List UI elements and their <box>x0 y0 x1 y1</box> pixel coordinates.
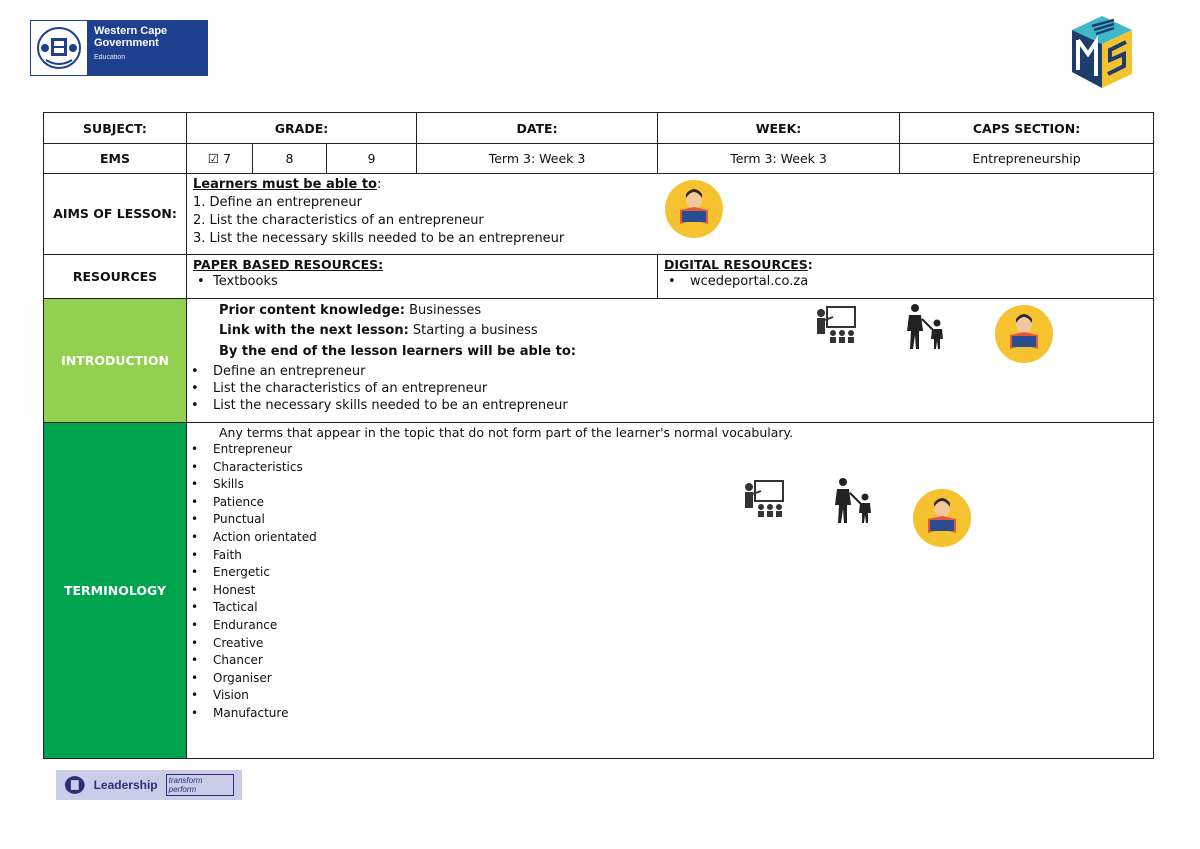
week-value: Term 3: Week 3 <box>658 144 900 174</box>
prior-knowledge-value: Businesses <box>409 303 482 318</box>
aims-content <box>187 174 1154 255</box>
parent-child-icon <box>903 303 949 354</box>
list-item: • Faith <box>187 547 1147 565</box>
org-line3: Education <box>94 54 126 61</box>
org-name <box>88 20 208 76</box>
date-value: Term 3: Week 3 <box>417 144 658 174</box>
list-item: 2. List the characteristics of an entrepreneur <box>193 213 484 228</box>
grade-option-9: 9 <box>327 144 417 174</box>
ems-logo-icon <box>1062 10 1144 94</box>
terminology-label: TERMINOLOGY <box>44 423 187 759</box>
paper-resources <box>187 255 658 299</box>
subject-header: SUBJECT: <box>44 113 187 144</box>
footer-transform-text: transform perform <box>166 774 234 796</box>
grade-option-8: 8 <box>253 144 327 174</box>
caps-header: CAPS SECTION: <box>900 113 1154 144</box>
footer-banner <box>56 770 242 800</box>
introduction-row <box>44 299 1154 423</box>
teacher-board-icon <box>813 305 859 348</box>
list-item: • Manufacture <box>187 705 1147 723</box>
reader-icon <box>913 489 971 550</box>
digital-resources <box>658 255 1154 299</box>
terminology-list <box>187 441 1147 723</box>
list-item: • Vision <box>187 687 1147 705</box>
list-item: • Tactical <box>187 599 1147 617</box>
list-item: • Chancer <box>187 652 1147 670</box>
resources-label: RESOURCES <box>44 255 187 299</box>
list-item: • Patience <box>187 494 1147 512</box>
link-next-lesson-label: Link with the next lesson: <box>219 323 409 338</box>
date-header: DATE: <box>417 113 658 144</box>
aims-heading: Learners must be able to <box>193 177 377 192</box>
crest-icon <box>64 775 86 795</box>
list-item: • Organiser <box>187 670 1147 688</box>
week-header: WEEK: <box>658 113 900 144</box>
list-item: • Entrepreneur <box>187 441 1147 459</box>
list-item: • Honest <box>187 582 1147 600</box>
list-item: • wcedeportal.co.za <box>664 273 1147 291</box>
paper-resources-heading: PAPER BASED RESOURCES: <box>193 257 384 272</box>
resources-row <box>44 255 1154 299</box>
aims-label: AIMS OF LESSON: <box>44 174 187 255</box>
link-next-lesson-value: Starting a business <box>412 323 538 338</box>
list-item: • Endurance <box>187 617 1147 635</box>
list-item: • Skills <box>187 476 1147 494</box>
reader-icon <box>995 305 1053 366</box>
western-cape-government-logo <box>30 20 208 76</box>
subject-value: EMS <box>44 144 187 174</box>
list-item: • Energetic <box>187 564 1147 582</box>
list-item: • List the characteristics of an entrepreneur <box>187 380 1147 397</box>
introduction-label: INTRODUCTION <box>44 299 187 423</box>
list-item: • Characteristics <box>187 459 1147 477</box>
list-item: 3. List the necessary skills needed to be an entrepreneur <box>193 231 565 246</box>
list-item: • Creative <box>187 635 1147 653</box>
org-line2: Government <box>94 37 159 49</box>
table-values-row <box>44 144 1154 174</box>
digital-resources-suffix: : <box>807 257 813 272</box>
terminology-row <box>44 423 1154 759</box>
introduction-content <box>187 299 1154 423</box>
table-header-row <box>44 113 1154 144</box>
list-item: 1. Define an entrepreneur <box>193 195 362 210</box>
terminology-content <box>187 423 1154 759</box>
list-item: • Textbooks <box>193 273 651 291</box>
aims-row <box>44 174 1154 255</box>
digital-resources-list <box>664 273 1147 291</box>
aims-heading-suffix: : <box>376 177 382 192</box>
footer-leadership-text: Leadership <box>93 778 158 792</box>
prior-knowledge-label: Prior content knowledge: <box>219 303 405 318</box>
end-of-lesson-label: By the end of the lesson learners will be able to: <box>219 344 576 359</box>
teacher-board-icon <box>741 479 787 522</box>
org-line1: Western Cape <box>94 25 168 37</box>
list-item: • Punctual <box>187 511 1147 529</box>
list-item: • List the necessary skills needed to be an entrepreneur <box>187 397 1147 414</box>
crest-icon <box>30 20 88 76</box>
paper-resources-list <box>193 273 651 291</box>
grade-header: GRADE: <box>187 113 417 144</box>
list-item: • Define an entrepreneur <box>187 363 1147 380</box>
introduction-outcomes-list <box>187 363 1147 414</box>
list-item: • Action orientated <box>187 529 1147 547</box>
parent-child-icon <box>831 477 877 528</box>
terminology-intro: Any terms that appear in the topic that do not form part of the learner's normal vocabulary. <box>219 425 794 440</box>
caps-value: Entrepreneurship <box>900 144 1154 174</box>
grade-option-7: ☑ 7 <box>187 144 253 174</box>
digital-resources-heading: DIGITAL RESOURCES <box>664 257 808 272</box>
lesson-plan-table <box>43 112 1154 759</box>
reader-icon <box>665 180 723 241</box>
